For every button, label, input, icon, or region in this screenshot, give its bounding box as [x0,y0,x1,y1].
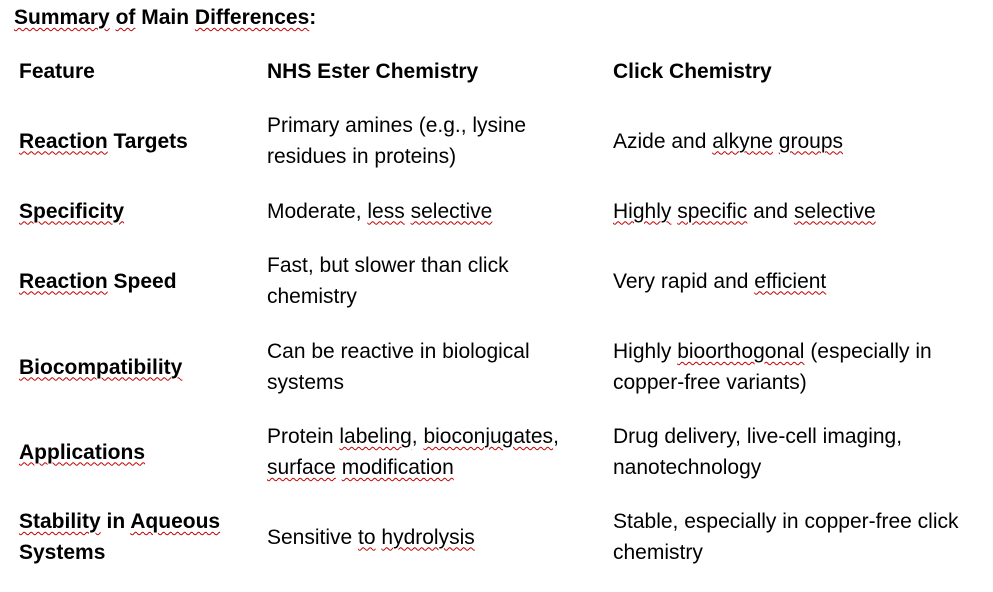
text-run: Can be reactive in biological systems [267,340,530,394]
feature-cell [8,232,256,330]
column-header-nhs: NHS Ester Chemistry [267,59,479,83]
text-run: labeling [339,425,412,448]
text-run: bioorthogonal [677,340,805,363]
text-run: selective [410,199,493,223]
heading-word: Differences [194,6,310,29]
click-cell [602,232,978,330]
feature-cell [8,330,256,404]
table-header-row [8,50,978,92]
table-row [8,330,978,404]
text-run: alkyne [712,129,773,153]
click-cell [602,404,978,500]
heading-word: Main [135,6,195,29]
document-heading [14,4,316,32]
text-run: surface [267,456,336,479]
text-run: Highly [613,340,678,363]
text-run: Primary amines (e.g., lysine residues in proteins) [267,114,527,168]
text-run: bioconjugates [423,425,554,448]
text-run: Very rapid and [613,269,755,293]
click-cell [602,330,978,404]
text-run: less [367,199,405,223]
feature-cell [8,500,256,574]
text-run: Aqueous [130,510,221,533]
heading-word: of [115,6,136,29]
text-run: Biocompatibility [19,355,183,379]
text-run: selective [793,199,876,223]
text-run: Stability [19,510,101,533]
nhs-cell [256,190,602,232]
nhs-cell [256,330,602,404]
column-header-feature: Feature [19,59,95,83]
nhs-cell [256,232,602,330]
table-row [8,232,978,330]
text-run: efficient [754,269,827,293]
heading-word: Summary [14,6,110,29]
text-run: , [411,425,424,448]
text-run: , [553,425,559,448]
feature-cell [8,190,256,232]
text-run: Protein [267,425,340,448]
feature-cell [8,404,256,500]
nhs-cell [256,500,602,574]
text-run: Moderate, [267,199,368,223]
text-run: Speed [107,269,177,293]
text-run: and [747,199,794,223]
text-run: (especially in copper-free variants) [613,340,932,394]
click-cell [602,190,978,232]
comparison-table [8,50,978,574]
click-cell [602,500,978,574]
column-header-click: Click Chemistry [613,59,772,83]
click-cell [602,92,978,190]
feature-cell [8,92,256,190]
heading-word: : [309,6,317,29]
text-run: modification [341,456,454,479]
text-run: specific [677,199,748,223]
text-run: Applications [19,440,146,464]
text-run: Reaction [19,269,108,293]
text-run: in [100,510,131,533]
text-run: Sensitive [267,525,359,549]
text-run: Reaction [19,129,108,153]
table-row [8,500,978,574]
text-run: Azide and [613,129,713,153]
text-run: Specificity [19,199,125,223]
nhs-cell [256,404,602,500]
text-run: groups [778,129,844,153]
table-row [8,404,978,500]
text-run: Targets [107,129,188,153]
nhs-cell [256,92,602,190]
text-run: Systems [19,541,106,564]
text-run: hydrolysis [381,525,475,549]
text-run: Drug delivery, live-cell imaging, nanotechnology [613,425,903,479]
text-run: Stable, especially in copper-free click chemistry [613,510,959,564]
text-run: Fast, but slower than click chemistry [267,254,509,308]
text-run: Highly [613,199,672,223]
table-row [8,92,978,190]
text-run: to [358,525,376,549]
table-row [8,190,978,232]
